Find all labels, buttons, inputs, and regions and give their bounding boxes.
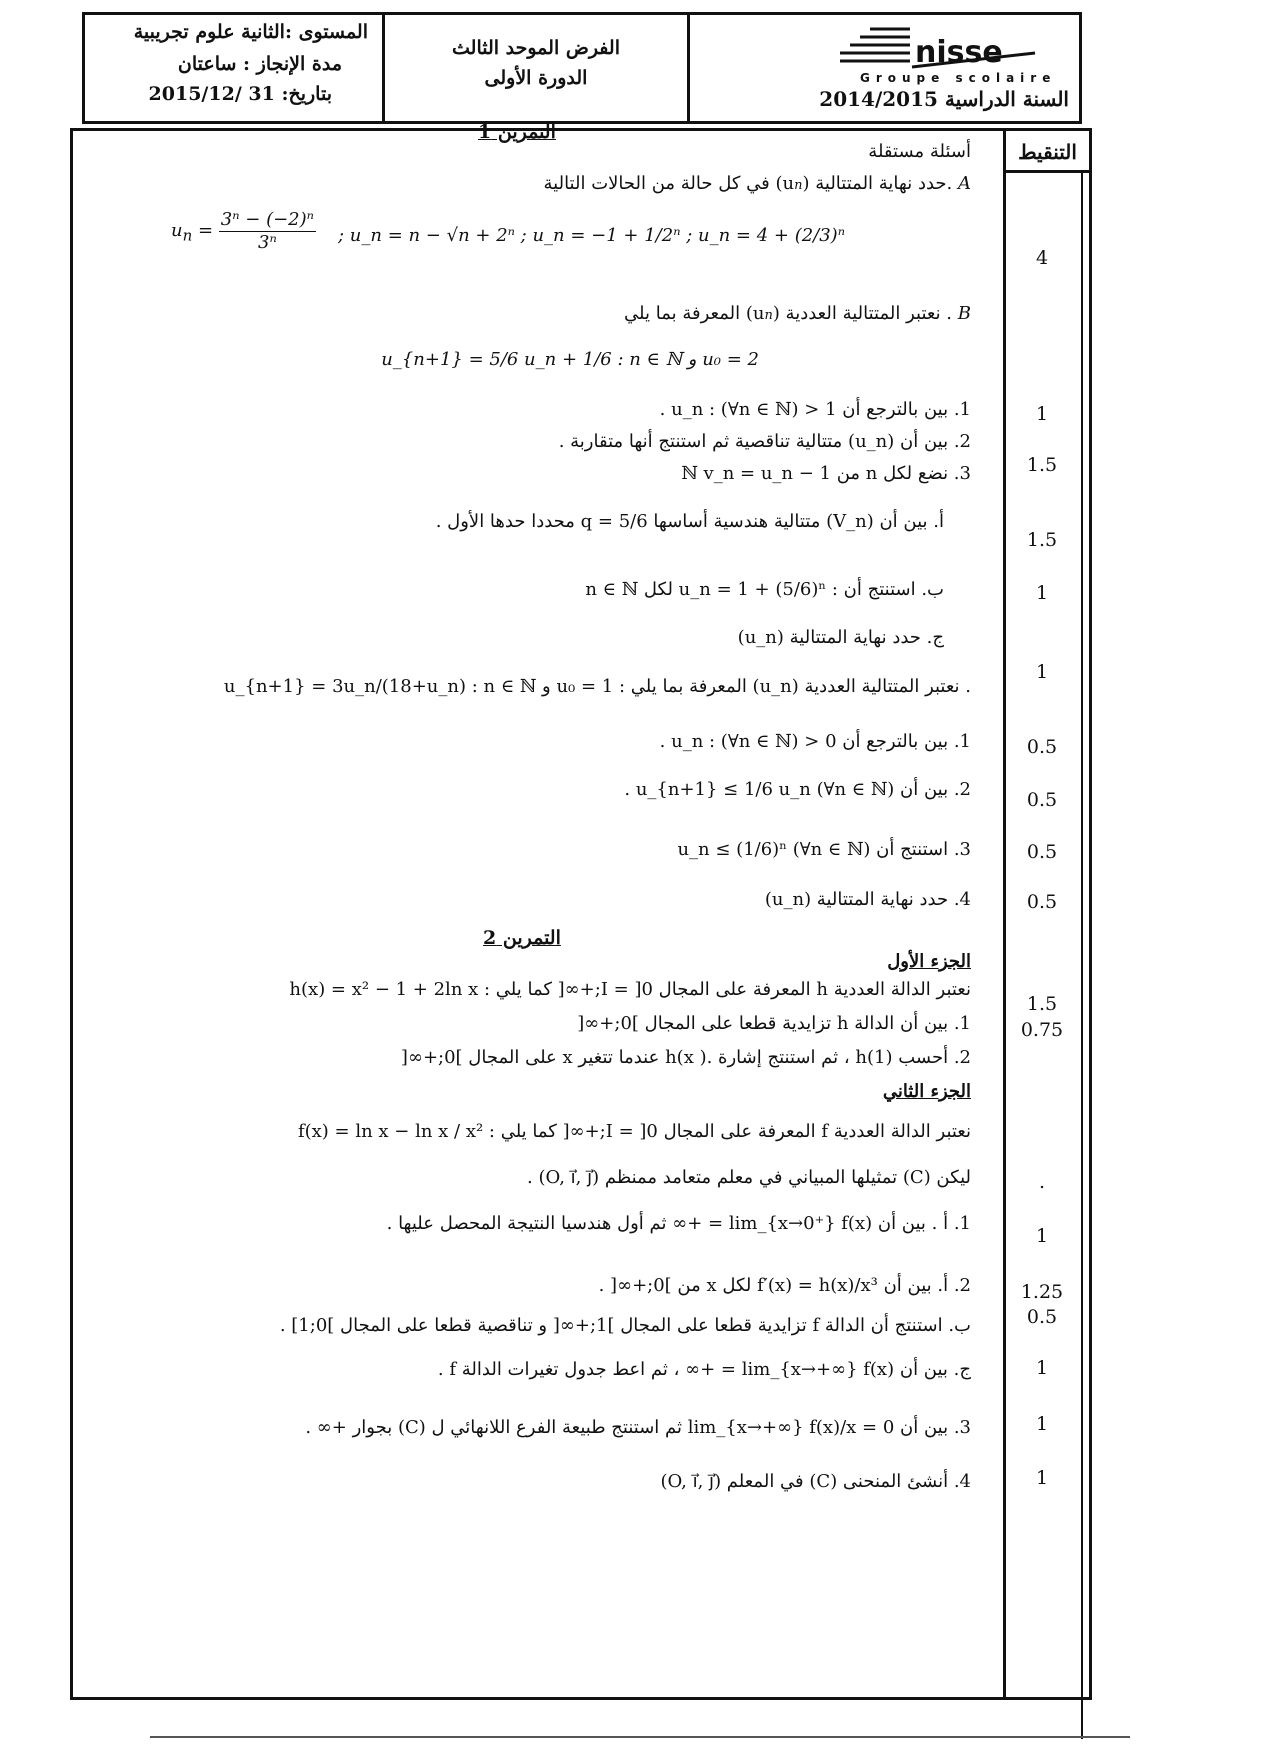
exam-header — [82, 12, 1082, 124]
header-level-cell — [85, 15, 385, 121]
school-subtitle: Groupe scolaire — [860, 71, 1057, 85]
ex1-C2: 2. بين أن u_{n+1} ≤ 1/6 u_n (∀n ∈ ℕ) . — [624, 779, 971, 800]
score-B3b: 1 — [1035, 582, 1049, 604]
ex1-C4: 4. حدد نهاية المتتالية (u_n) — [764, 889, 971, 910]
ex2-p2-q2a: 2. أ. بين أن f′(x) = h(x)/x³ لكل x من ]0;+∞[ . — [598, 1275, 971, 1296]
ex1-B1: 1. بين بالترجع أن 1 < u_n : (∀n ∈ ℕ) . — [659, 399, 971, 420]
ex1-B2: 2. بين أن (u_n) متتالية تناقصية ثم استنتج أنها متقاربة . — [558, 431, 971, 452]
ex1-title: التمرين 1 — [478, 121, 556, 143]
ex1-B3c: ج. حدد نهاية المتتالية (u_n) — [737, 627, 944, 648]
ex1-A-question: A .حدد نهاية المتتالية (un) في كل حالة من الحالات التالية — [543, 173, 971, 194]
score-dot: . — [1038, 1171, 1046, 1193]
ex1-B-text-tail: ) المعرفة بما يلي — [624, 303, 753, 324]
ex2-p2-q4: 4. أنشئ المنحنى (C) في المعلم (O, i⃗, j⃗) — [660, 1471, 971, 1492]
ex1-C3: 3. استنتج أن u_n ≤ (1/6)ⁿ (∀n ∈ ℕ) — [677, 839, 971, 860]
exam-title: الفرض الموحد الثالث — [452, 37, 620, 59]
scores-header: التنقيط — [1006, 131, 1089, 173]
ex1-intro: أسئلة مستقلة — [868, 141, 971, 162]
header-school-cell — [690, 15, 1079, 121]
ex1-B3: 3. نضع لكل n من ℕ v_n = u_n − 1 — [681, 463, 971, 484]
header-title-cell — [385, 15, 690, 121]
score-B1: 1 — [1035, 403, 1049, 425]
level-text: المستوى :الثانية علوم تجريبية — [133, 21, 368, 43]
score-p2-q2a: 1.25 — [1020, 1281, 1064, 1303]
ex1-A-text-tail: ) في كل حالة من الحالات التالية — [543, 173, 783, 194]
score-p2-q1: 1 — [1035, 1225, 1049, 1247]
ex1-A-text: .حدد نهاية المتتالية (u — [782, 173, 953, 194]
ex1-C1: 1. بين بالترجع أن 0 < u_n : (∀n ∈ ℕ) . — [659, 731, 971, 752]
score-C1: 0.5 — [1026, 736, 1058, 758]
score-p2-q2b: 0.5 — [1026, 1306, 1058, 1328]
ex2-p1-def: نعتبر الدالة العددية h المعرفة على المجال I = ]0;+∞[ كما يلي : h(x) = x² − 1 + 2ln x — [289, 979, 971, 1000]
ex2-p2-q2c: ج. بين أن lim_{x→+∞} f(x) = +∞ ، ثم اعط جدول تغيرات الدالة f . — [437, 1359, 971, 1380]
duration-text: مدة الإنجاز : ساعتان — [177, 53, 342, 75]
ex1-B-question: B . نعتبر المتتالية العددية (un) المعرفة بما يلي — [624, 303, 971, 324]
ex1-A-formulas: ; u_n = n − √n + 2ⁿ ; u_n = −1 + 1/2ⁿ ; u_n = 4 + (2/3)ⁿ — [338, 225, 845, 246]
scores-inner-rule — [1081, 173, 1089, 1739]
school-name: nisse — [915, 35, 1003, 70]
ex2-title: التمرين 2 — [483, 927, 561, 949]
ex1-B3b: ب. استنتج أن : u_n = 1 + (5/6)ⁿ لكل n ∈ ℕ — [585, 579, 944, 600]
ex2-p2-q2b: ب. استنتج أن الدالة f تزايدية قطعا على المجال ]1;+∞[ و تناقصية قطعا على المجال ]0;1] . — [279, 1315, 971, 1336]
scores-column — [1003, 131, 1089, 1697]
ex2-p2-curve: ليكن (C) تمثيلها المبياني في معلم متعامد ممنظم (O, i⃗, j⃗) . — [527, 1167, 971, 1188]
score-C2: 0.5 — [1026, 789, 1058, 811]
ex1-B-def: u₀ = 2 و u_{n+1} = 5/6 u_n + 1/6 : n ∈ ℕ — [381, 349, 759, 370]
date-text: بتاريخ: 31 /2015/12 — [148, 83, 332, 105]
ex2-part1-title: الجزء الأول — [887, 951, 971, 972]
ex2-part2-title: الجزء الثاني — [882, 1081, 971, 1102]
ex1-B-text: . نعتبر المتتالية العددية (u — [752, 303, 953, 324]
ex2-p2-q3: 3. بين أن lim_{x→+∞} f(x)/x = 0 ثم استنتج طبيعة الفرع اللانهائي ل (C) بجوار +∞ . — [305, 1417, 971, 1438]
score-p2-q3: 1 — [1035, 1413, 1049, 1435]
score-C4: 0.5 — [1026, 891, 1058, 913]
exam-session: الدورة الأولى — [484, 67, 588, 89]
ex1-A-formula-1: $u_n$ = $\frac{\text{3ⁿ − (−2)ⁿ}}{\text{3ⁿ}}$ — [171, 209, 314, 253]
score-A: 4 — [1035, 247, 1049, 269]
ex1-B-label: B — [957, 303, 971, 324]
footer-rule — [150, 1736, 1130, 1738]
ex1-C-question: . نعتبر المتتالية العددية (u_n) المعرفة بما يلي : u₀ = 1 و u_{n+1} = 3u_n/(18+u_n) : n ∈ ℕ — [223, 676, 971, 697]
school-year: السنة الدراسية 2014/2015 — [819, 87, 1069, 111]
ex2-p1-q1: 1. بين أن الدالة h تزايدية قطعا على المجال ]0;+∞[ — [577, 1013, 971, 1034]
exam-body — [70, 121, 1092, 1700]
score-B2: 1.5 — [1026, 454, 1058, 476]
score-p1-q1: 1.5 — [1026, 993, 1058, 1015]
score-p2-q2c: 1 — [1035, 1357, 1049, 1379]
ex2-p2-q1: 1. أ . بين أن lim_{x→0⁺} f(x) = +∞ ثم أول هندسيا النتيجة المحصل عليها . — [386, 1213, 971, 1234]
score-C3: 0.5 — [1026, 841, 1058, 863]
ex2-p1-q2: 2. أحسب h(1) ، ثم استنتج إشارة .( h(x عندما تتغير x على المجال ]0;+∞[ — [400, 1047, 971, 1068]
ex1-B3a: أ. بين أن (V_n) متتالية هندسية أساسها q = 5/6 محددا حدها الأول . — [435, 511, 944, 532]
score-p1-q2: 0.75 — [1020, 1019, 1064, 1041]
score-p2-q4: 1 — [1035, 1467, 1049, 1489]
ex1-A-label: A — [958, 173, 971, 194]
score-B3a: 1.5 — [1026, 529, 1058, 551]
ex2-p2-def: نعتبر الدالة العددية f المعرفة على المجال I = ]0;+∞[ كما يلي : f(x) = ln x − ln x / x² — [297, 1121, 971, 1142]
score-C: 1 — [1035, 661, 1049, 683]
